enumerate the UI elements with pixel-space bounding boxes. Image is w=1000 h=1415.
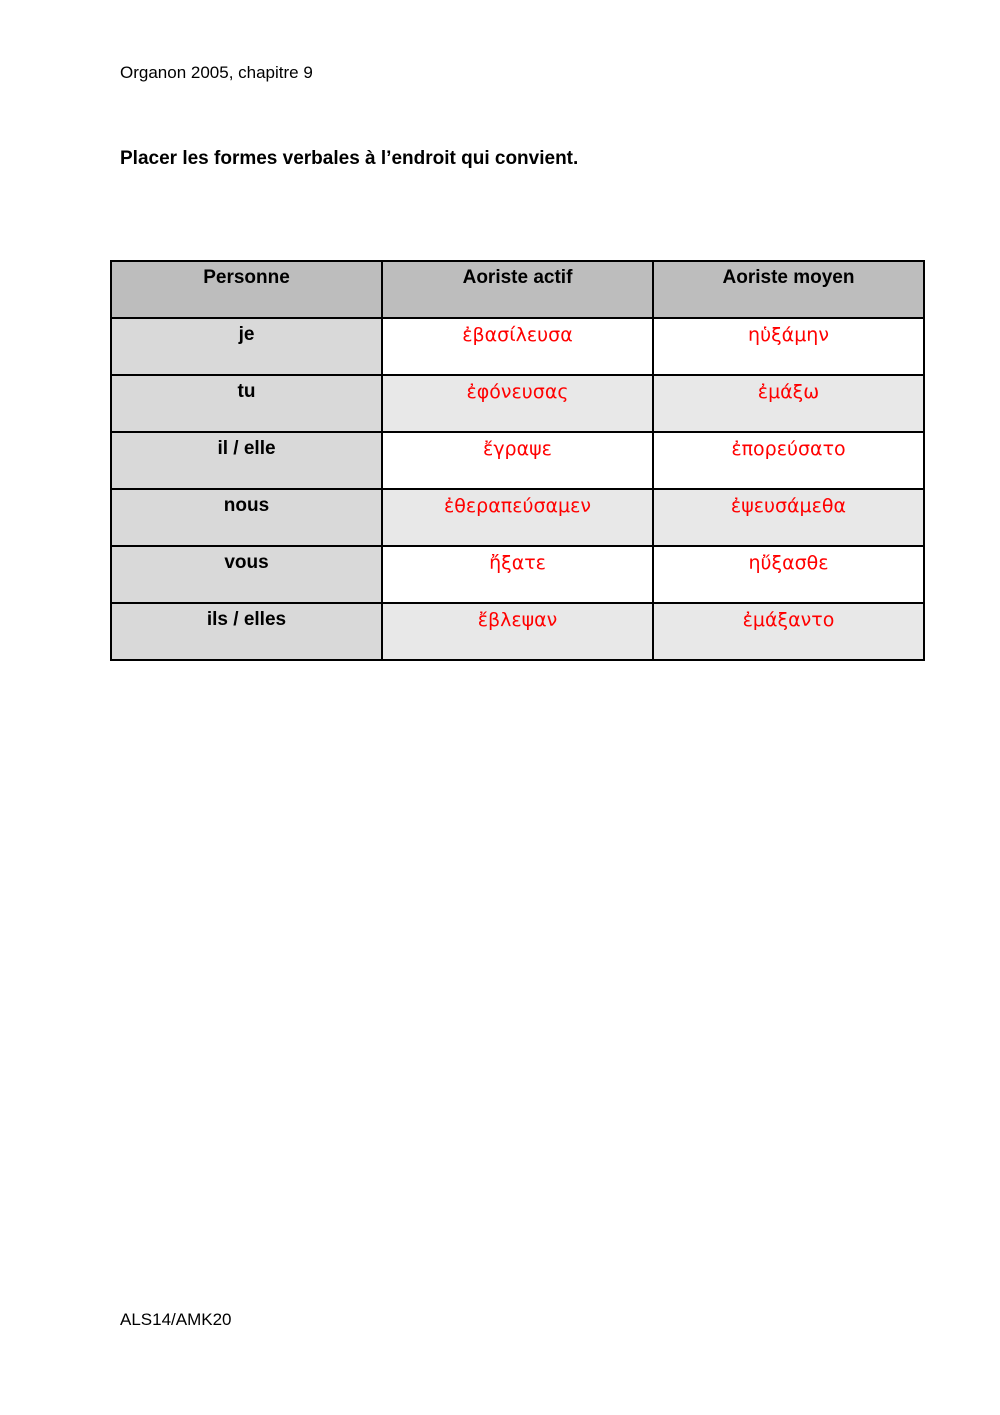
active-form-cell: ἔγραψε: [382, 432, 653, 489]
active-form-cell: ἐβασίλευσα: [382, 318, 653, 375]
middle-form-cell: ἐμάξω: [653, 375, 924, 432]
person-cell: il / elle: [111, 432, 382, 489]
middle-form-cell: ηὑξάμην: [653, 318, 924, 375]
person-cell: tu: [111, 375, 382, 432]
person-cell: ils / elles: [111, 603, 382, 660]
header-personne: Personne: [111, 261, 382, 318]
table-row: [111, 432, 924, 489]
person-cell: nous: [111, 489, 382, 546]
active-form-cell: ἐφόνευσας: [382, 375, 653, 432]
person-cell: je: [111, 318, 382, 375]
table-row: [111, 546, 924, 603]
active-form-cell: ἤξατε: [382, 546, 653, 603]
header-aoriste-actif: Aoriste actif: [382, 261, 653, 318]
document-header: Organon 2005, chapitre 9: [120, 63, 313, 82]
table-row: [111, 489, 924, 546]
header-aoriste-moyen: Aoriste moyen: [653, 261, 924, 318]
document-footer: ALS14/AMK20: [120, 1310, 232, 1329]
middle-form-cell: ἐπορεύσατο: [653, 432, 924, 489]
active-form-cell: ἐθεραπεύσαμεν: [382, 489, 653, 546]
person-cell: vous: [111, 546, 382, 603]
middle-form-cell: ηὔξασθε: [653, 546, 924, 603]
middle-form-cell: ἐψευσάμεθα: [653, 489, 924, 546]
table-row: [111, 318, 924, 375]
exercise-instruction: Placer les formes verbales à l’endroit qui convient.: [120, 148, 579, 169]
conjugation-table: [110, 260, 925, 661]
table-header-row: [111, 261, 924, 318]
middle-form-cell: ἐμάξαντο: [653, 603, 924, 660]
table-row: [111, 375, 924, 432]
table-row: [111, 603, 924, 660]
active-form-cell: ἔβλεψαν: [382, 603, 653, 660]
